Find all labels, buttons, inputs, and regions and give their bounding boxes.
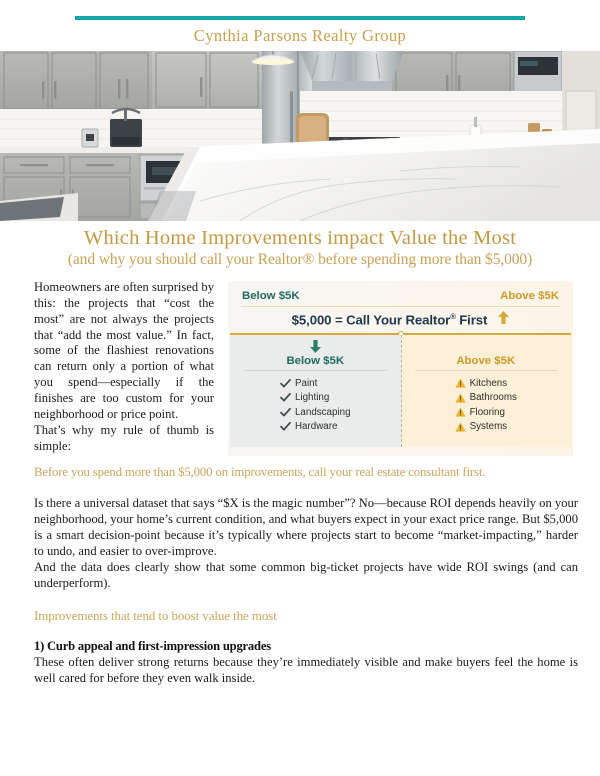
warning-triangle-icon (455, 407, 470, 417)
arrow-up-icon (498, 311, 509, 329)
infographic-top-labels (228, 288, 573, 306)
price-threshold-infographic (228, 281, 573, 456)
gold-callout: Before you spend more than $5,000 on improvements, call your real estate consultant first. (34, 464, 486, 479)
intro-text-column (34, 280, 214, 455)
list-item-label: Kitchens (469, 377, 508, 389)
top-label-below: Below $5K (242, 289, 300, 302)
list-item (280, 376, 351, 391)
list-item (455, 376, 517, 391)
list-item (280, 405, 351, 420)
list-item-label: Paint (294, 377, 318, 389)
banner-prefix: $5,000 = Call Your Realtor (291, 312, 451, 328)
headline-block (0, 221, 600, 269)
intro-paragraph-2: That’s why my rule of thumb is simple: (34, 423, 214, 453)
top-label-above: Above $5K (500, 289, 559, 302)
threshold-banner (241, 306, 560, 333)
warning-triangle-icon (455, 378, 470, 388)
brand-title: Cynthia Parsons Realty Group (193, 26, 407, 45)
list-item-label: Bathrooms (469, 392, 517, 404)
hero-illustration (0, 51, 600, 221)
panel-above-5k (401, 335, 572, 447)
hero-kitchen-photo (0, 51, 600, 221)
check-icon (280, 393, 295, 402)
panel-below-title: Below $5K (286, 355, 345, 368)
check-icon (280, 422, 295, 431)
section-heading: Improvements that tend to boost value the most (34, 608, 277, 624)
item-1-heading: 1) Curb appeal and first-impression upgrades (34, 638, 271, 653)
registered-mark: ® (450, 312, 456, 322)
masthead (0, 0, 600, 51)
list-item (280, 391, 351, 406)
intro-paragraph: Homeowners are often surprised by this: the projects that “cost the most” are not always the projects that “add the most value.” In fact, some of the flashiest renovations can return only a portion of what you spend—especially if the finishes are too custom for your neighborhood or price point. (34, 279, 214, 422)
warning-triangle-icon (455, 422, 470, 432)
panel-above-spacer (401, 340, 572, 355)
list-item (280, 420, 351, 435)
list-item (455, 391, 517, 406)
comparison-panels (230, 335, 571, 447)
threshold-banner-text (292, 312, 488, 327)
arrow-down-icon (230, 340, 401, 355)
infographic-banner-wrap (228, 306, 573, 333)
panel-above-title: Above $5K (456, 355, 516, 368)
panel-divider (401, 335, 402, 447)
item-1-text: These often deliver strong returns because they’re immediately visible and make buyers feel the home is well cared for before they even walk inside. (34, 654, 578, 685)
content-columns (0, 269, 600, 456)
list-item-label: Landscaping (294, 406, 351, 418)
panel-above-list (455, 376, 517, 434)
list-item-label: Systems (469, 421, 508, 433)
infographic-column (214, 280, 574, 456)
lower-body (0, 481, 600, 686)
panel-below-rule (244, 370, 387, 371)
page-subtitle: (and why you should call your Realtor® before spending more than $5,000) (67, 250, 533, 268)
list-item-label: Lighting (294, 392, 330, 404)
page-title: Which Home Improvements impact Value the Most (83, 227, 517, 249)
body-paragraph-1: Is there a universal dataset that says “$X is the magic number”? No—because ROI depends heavily on your neighborhood, your home’s current condition, and what buyers expect in your exact price range. But $5,000 is a smart decision-point because it’s typically where projects start to become “market-impacting,” harder to undo, and easier to over-improve. (34, 495, 578, 558)
panel-below-list (280, 376, 351, 434)
banner-suffix: First (455, 312, 488, 328)
check-icon (280, 379, 295, 388)
warning-triangle-icon (455, 393, 470, 403)
list-item-label: Flooring (469, 406, 505, 418)
list-item (455, 405, 517, 420)
panel-above-rule (415, 370, 558, 371)
masthead-rule (75, 16, 525, 20)
list-item (455, 420, 517, 435)
panel-below-5k (230, 335, 401, 447)
list-item-label: Hardware (294, 421, 338, 433)
body-paragraph-2: And the data does clearly show that some common big-ticket projects have wide ROI swings (and can underperform). (34, 560, 578, 591)
check-icon (280, 408, 295, 417)
